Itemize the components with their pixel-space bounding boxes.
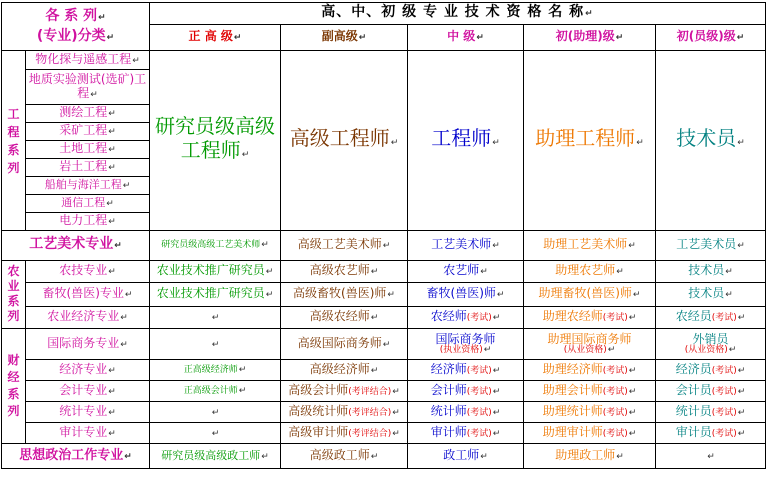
finance-title-assistant <box>524 423 656 444</box>
title-text: 助理经济师 <box>542 361 603 376</box>
title-text: 研究员级高级政工师 ↵ <box>161 449 269 462</box>
specialty-label: 农技专业 ↵ <box>59 263 116 277</box>
political-title-deputy <box>281 444 408 469</box>
specialty-label: 审计专业 ↵ <box>59 425 116 439</box>
title-text: 助理工程师 ↵ <box>535 126 644 150</box>
title-text: 助理审计师 <box>542 424 603 439</box>
engineering-specialty <box>26 159 150 177</box>
title-text: 高级审计师 <box>288 424 349 439</box>
finance-title-senior <box>150 360 281 381</box>
title-text: 助理国际商务师 <box>547 332 632 346</box>
finance-title-assistant <box>524 329 656 360</box>
title-text: 正高级会计师 ↵ <box>184 386 247 396</box>
specialty-label: 会计专业 ↵ <box>59 383 116 397</box>
title-text: 高级会计师 <box>288 382 349 397</box>
exam-tag: (考评结合) ↵ <box>348 429 400 439</box>
crafts-title-senior <box>150 231 281 261</box>
exam-tag: (考试) ↵ <box>467 408 501 418</box>
exam-tag: (考试) ↵ <box>467 429 501 439</box>
exam-tag: (考试) ↵ <box>603 366 637 376</box>
finance-title-deputy <box>281 381 408 402</box>
agri-title-deputy <box>281 283 408 307</box>
series-header-line2: (专业)分类 ↵ <box>37 28 114 44</box>
title-text: 会计员 <box>675 382 712 397</box>
specialty-label: 农业经济专业 ↵ <box>47 309 128 323</box>
specialty-label: 采矿工程 ↵ <box>59 123 116 137</box>
title-text: 技术员 ↵ <box>676 126 745 150</box>
level-label: 初(员级)级 ↵ <box>677 29 745 43</box>
exam-tag: (考试) ↵ <box>603 408 637 418</box>
exam-tag: (考试) ↵ <box>712 408 746 418</box>
qualification-table <box>1 2 766 469</box>
eng-title-junior <box>656 51 766 231</box>
agri-title-middle <box>408 307 524 329</box>
exam-tag: (考试) ↵ <box>603 387 637 397</box>
finance-title-junior <box>656 423 766 444</box>
qualification-note: (从业资格) ↵ <box>526 345 653 355</box>
empty-mark <box>211 404 220 418</box>
exam-tag: (考试) ↵ <box>603 429 637 439</box>
title-text: 农业技术推广研究员 ↵ <box>157 263 274 277</box>
title-text: 经济员 <box>675 361 712 376</box>
specialty-label: 通信工程 ↵ <box>61 196 114 209</box>
finance-specialty <box>26 381 150 402</box>
title-text: 经济师 <box>430 361 467 376</box>
title-text: 审计员 <box>675 424 712 439</box>
specialty-label: 国际商务专业 ↵ <box>47 336 128 350</box>
title-text: 工艺美术师 ↵ <box>431 237 500 251</box>
eng-title-senior <box>150 51 281 231</box>
title-text: 助理畜牧(兽医)师 ↵ <box>539 286 641 300</box>
title-text: 国际商务师 <box>435 332 496 346</box>
title-text: 审计师 <box>430 424 467 439</box>
empty-mark <box>706 448 715 462</box>
main-title-cell <box>150 3 766 25</box>
specialty-label: 土地工程 ↵ <box>59 141 116 155</box>
finance-title-deputy <box>281 402 408 423</box>
finance-specialty <box>26 402 150 423</box>
crafts-title-junior <box>656 231 766 261</box>
engineering-group-label <box>2 51 26 231</box>
political-label: 思想政治工作专业 ↵ <box>19 448 132 463</box>
title-text: 农经员 <box>675 309 712 323</box>
crafts-title-assistant <box>524 231 656 261</box>
finance-title-middle <box>408 360 524 381</box>
finance-specialty <box>26 423 150 444</box>
eng-title-middle <box>408 51 524 231</box>
title-text: 正高级经济师 ↵ <box>184 365 247 375</box>
political-title-assistant <box>524 444 656 469</box>
title-text: 农艺师 ↵ <box>443 263 488 277</box>
eng-title-assistant <box>524 51 656 231</box>
level-header-middle <box>408 25 524 51</box>
title-text: 助理工艺美术师 ↵ <box>543 237 636 251</box>
finance-title-assistant <box>524 360 656 381</box>
title-text: 农经师 <box>430 309 467 323</box>
crafts-title-deputy <box>281 231 408 261</box>
finance-title-senior <box>150 329 281 360</box>
agri-title-assistant <box>524 283 656 307</box>
title-text: 高级工程师 ↵ <box>290 126 399 150</box>
title-text: 助理统计师 <box>542 403 603 418</box>
finance-title-middle <box>408 329 524 360</box>
specialty-label: 电力工程 ↵ <box>59 213 116 227</box>
engineering-specialty <box>26 105 150 123</box>
empty-mark <box>211 425 220 439</box>
exam-tag: (考试) ↵ <box>712 366 746 376</box>
level-label: 初(助理)级 ↵ <box>556 29 624 43</box>
finance-title-junior <box>656 329 766 360</box>
crafts-title-middle <box>408 231 524 261</box>
specialty-label: 经济专业 ↵ <box>59 362 116 376</box>
agri-title-assistant <box>524 307 656 329</box>
finance-title-junior <box>656 402 766 423</box>
agri-title-junior <box>656 283 766 307</box>
engineering-specialty <box>26 70 150 105</box>
finance-title-assistant <box>524 402 656 423</box>
exam-tag: (考试) ↵ <box>712 313 746 323</box>
agri-title-junior <box>656 261 766 283</box>
exam-tag: (考试) ↵ <box>603 313 637 323</box>
agri-title-senior <box>150 261 281 283</box>
title-text: 会计师 <box>430 382 467 397</box>
exam-tag: (考试) ↵ <box>712 429 746 439</box>
title-text: 畜牧(兽医)师 ↵ <box>427 286 505 300</box>
engineering-specialty <box>26 51 150 70</box>
agri-title-junior <box>656 307 766 329</box>
exam-tag: (考试) ↵ <box>467 387 501 397</box>
agri-title-middle <box>408 283 524 307</box>
finance-title-junior <box>656 381 766 402</box>
finance-title-deputy <box>281 360 408 381</box>
eng-title-deputy <box>281 51 408 231</box>
engineering-specialty <box>26 123 150 141</box>
title-text: 统计员 <box>675 403 712 418</box>
title-text: 助理农艺师 ↵ <box>555 263 624 277</box>
specialty-label: 畜牧(兽医)专业 ↵ <box>43 286 133 300</box>
engineering-specialty <box>26 141 150 159</box>
specialty-label: 岩土工程 ↵ <box>59 159 116 173</box>
title-text: 助理农经师 <box>542 309 603 323</box>
specialty-label: 物化探与遥感工程 ↵ <box>35 52 140 66</box>
title-text: 高级统计师 <box>288 403 349 418</box>
crafts-label-cell <box>2 231 150 261</box>
series-header-line1: 各 系 列 ↵ <box>45 8 105 24</box>
engineering-specialty <box>26 213 150 231</box>
finance-title-senior <box>150 423 281 444</box>
agriculture-group-label <box>2 261 26 329</box>
title-text: 工程师 ↵ <box>431 126 500 150</box>
finance-title-deputy <box>281 329 408 360</box>
political-title-senior <box>150 444 281 469</box>
agri-specialty <box>26 307 150 329</box>
engineering-group-text: 工程系列 <box>7 106 20 175</box>
title-text: 政工师 ↵ <box>443 448 488 462</box>
level-label: 正 高 级 ↵ <box>189 29 242 43</box>
finance-title-junior <box>656 360 766 381</box>
title-text: 技术员 ↵ <box>688 263 733 277</box>
agri-title-assistant <box>524 261 656 283</box>
finance-title-middle <box>408 402 524 423</box>
empty-mark <box>211 336 220 350</box>
finance-specialty <box>26 360 150 381</box>
empty-mark <box>211 309 220 323</box>
agriculture-group-text: 农业系列 <box>7 264 20 323</box>
political-label-cell <box>2 444 150 469</box>
finance-title-assistant <box>524 381 656 402</box>
agri-title-middle <box>408 261 524 283</box>
level-header-senior <box>150 25 281 51</box>
finance-title-deputy <box>281 423 408 444</box>
main-title: 高、中、初 级 专 业 技 术 资 格 名 称 ↵ <box>321 4 593 20</box>
title-text: 高级工艺美术师 ↵ <box>298 237 391 251</box>
level-header-junior <box>656 25 766 51</box>
title-text: 高级政工师 ↵ <box>310 448 379 462</box>
finance-group-text: 财经系列 <box>7 353 20 418</box>
level-header-assistant <box>524 25 656 51</box>
level-header-deputy <box>281 25 408 51</box>
title-text: 助理会计师 <box>542 382 603 397</box>
level-label: 副高级 ↵ <box>322 29 367 43</box>
title-text: 高级畜牧(兽医)师 ↵ <box>293 286 395 300</box>
exam-tag: (考评结合) ↵ <box>348 408 400 418</box>
exam-tag: (考试) ↵ <box>467 366 501 376</box>
title-text: 高级农经师 ↵ <box>310 309 379 323</box>
title-text: 统计师 <box>430 403 467 418</box>
finance-specialty <box>26 329 150 360</box>
crafts-label: 工艺美术专业 ↵ <box>29 236 122 252</box>
title-text: 农业技术推广研究员 ↵ <box>157 286 274 300</box>
title-text: 技术员 ↵ <box>688 286 733 300</box>
title-text: 高级经济师 ↵ <box>310 362 379 376</box>
specialty-label: 地质实验测试(选矿)工程 ↵ <box>29 72 146 100</box>
political-title-middle <box>408 444 524 469</box>
title-text: 高级农艺师 ↵ <box>310 263 379 277</box>
political-title-junior <box>656 444 766 469</box>
series-header-cell <box>2 3 150 51</box>
specialty-label: 统计专业 ↵ <box>59 404 116 418</box>
title-text: 研究员级高级工程师 ↵ <box>155 114 275 162</box>
finance-title-senior <box>150 381 281 402</box>
title-text: 外销员 <box>692 332 729 346</box>
agri-title-senior <box>150 283 281 307</box>
exam-tag: (考评结合) ↵ <box>348 387 400 397</box>
exam-tag: (考试) ↵ <box>467 313 501 323</box>
engineering-specialty <box>26 195 150 213</box>
agri-specialty <box>26 261 150 283</box>
finance-title-senior <box>150 402 281 423</box>
exam-tag: (考试) ↵ <box>712 387 746 397</box>
qualification-note: (从业资格) ↵ <box>658 345 763 355</box>
title-text: 助理政工师 ↵ <box>555 448 624 462</box>
finance-title-middle <box>408 423 524 444</box>
finance-group-label <box>2 329 26 444</box>
title-text: 高级国际商务师 ↵ <box>298 336 391 350</box>
title-text: 研究员级高级工艺美术师 ↵ <box>161 240 269 250</box>
qualification-note: (执业资格) ↵ <box>410 345 521 355</box>
specialty-label: 船舶与海洋工程 ↵ <box>45 178 131 191</box>
level-label: 中 级 ↵ <box>447 29 484 43</box>
engineering-specialty <box>26 177 150 195</box>
agri-specialty <box>26 283 150 307</box>
specialty-label: 测绘工程 ↵ <box>59 105 116 119</box>
agri-title-deputy <box>281 307 408 329</box>
agri-title-senior <box>150 307 281 329</box>
agri-title-deputy <box>281 261 408 283</box>
finance-title-middle <box>408 381 524 402</box>
title-text: 工艺美术员 ↵ <box>676 237 745 251</box>
